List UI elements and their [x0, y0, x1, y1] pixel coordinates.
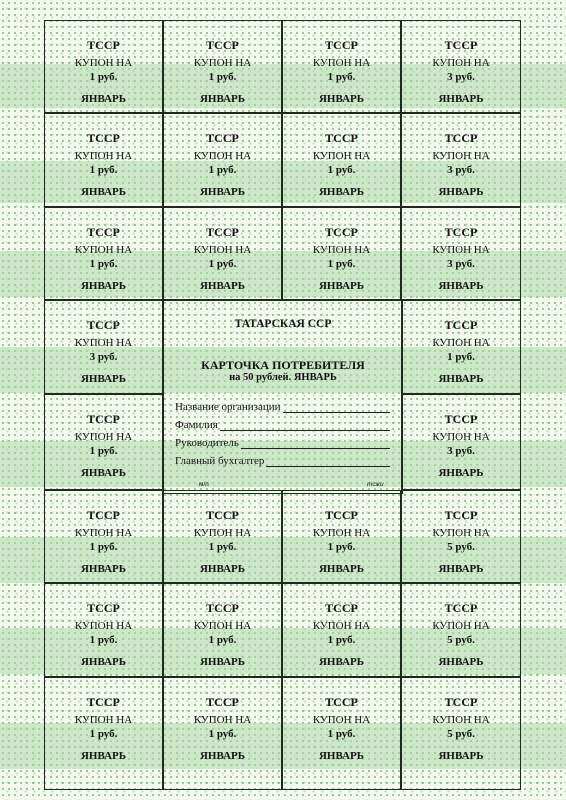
coupon-value: 1 руб. — [89, 634, 118, 646]
coupon — [401, 490, 521, 583]
coupon-value: 1 руб. — [327, 258, 356, 270]
coupon-value: 1 руб. — [89, 164, 118, 176]
card-title: КАРТОЧКА ПОТРЕБИТЕЛЯ — [201, 358, 365, 372]
coupon-label: КУПОН НА — [74, 150, 133, 162]
coupon — [163, 583, 282, 677]
coupon-org: ТССР — [444, 508, 478, 522]
surname-field[interactable] — [175, 419, 390, 431]
coupon-month: ЯНВАРЬ — [80, 563, 127, 575]
coupon-value: 1 руб. — [327, 728, 356, 740]
coupon — [401, 677, 521, 790]
coupon-value: 3 руб. — [447, 71, 475, 83]
coupon-label: КУПОН НА — [74, 620, 133, 632]
coupon-month: ЯНВАРЬ — [80, 656, 127, 668]
coupon-org: ТССР — [325, 508, 358, 522]
coupon-label: КУПОН НА — [74, 337, 133, 349]
coupon-label: КУПОН НА — [432, 337, 490, 349]
coupon-value: 1 руб. — [327, 541, 356, 553]
coupon — [401, 583, 521, 677]
coupon-org: ТССР — [87, 601, 120, 615]
coupon-label: КУПОН НА — [74, 527, 133, 539]
coupon-org: ТССР — [444, 412, 478, 426]
coupon-month: ЯНВАРЬ — [318, 563, 365, 575]
coupon-value: 1 руб. — [89, 445, 118, 457]
coupon-month: ЯНВАРЬ — [199, 563, 246, 575]
coupon-org: ТССР — [444, 695, 478, 709]
coupon-org: ТССР — [206, 508, 239, 522]
coupon — [401, 113, 521, 207]
coupon — [44, 207, 163, 300]
card-subtitle: на 50 рублей. ЯНВАРЬ — [229, 372, 337, 383]
coupon-month: ЯНВАРЬ — [80, 186, 127, 198]
coupon-value: 3 руб. — [447, 164, 475, 176]
coupon-label: КУПОН НА — [74, 244, 133, 256]
coupon-label: КУПОН НА — [193, 244, 252, 256]
coupon-label: КУПОН НА — [432, 714, 490, 726]
coupon-label: КУПОН НА — [432, 620, 490, 632]
coupon-org: ТССР — [325, 38, 358, 52]
coupon-label: КУПОН НА — [432, 244, 490, 256]
coupon-value: 1 руб. — [208, 728, 237, 740]
coupon — [44, 20, 163, 113]
coupon-month: ЯНВАРЬ — [318, 750, 365, 762]
coupon — [401, 207, 521, 300]
coupon-org: ТССР — [87, 318, 120, 332]
coupon-label: КУПОН НА — [74, 431, 133, 443]
coupon-month: ЯНВАРЬ — [80, 467, 127, 479]
coupon-value: 1 руб. — [89, 728, 118, 740]
coupon-label: КУПОН НА — [193, 527, 252, 539]
coupon-label: КУПОН НА — [432, 150, 490, 162]
organization-name-field[interactable] — [175, 401, 390, 413]
coupon-org: ТССР — [444, 601, 478, 615]
chief-accountant-label: Главный бухгалтер — [175, 455, 265, 467]
coupon-value: 3 руб. — [447, 258, 475, 270]
coupon-month: ЯНВАРЬ — [438, 467, 484, 479]
coupon-org: ТССР — [325, 225, 358, 239]
coupon-month: ЯНВАРЬ — [318, 186, 365, 198]
coupon-month: ЯНВАРЬ — [80, 280, 127, 292]
coupon — [282, 490, 401, 583]
coupon — [282, 207, 401, 300]
coupon-org: ТССР — [87, 38, 120, 52]
republic-name: ТАТАРСКАЯ ССР — [234, 318, 332, 330]
coupon-org: ТССР — [206, 695, 239, 709]
coupon-month: ЯНВАРЬ — [80, 93, 127, 105]
coupon-label: КУПОН НА — [193, 620, 252, 632]
coupon-label: КУПОН НА — [74, 714, 133, 726]
coupon-label: КУПОН НА — [432, 57, 490, 69]
coupon-month: ЯНВАРЬ — [199, 93, 246, 105]
coupon-org: ТССР — [444, 131, 478, 145]
coupon — [163, 20, 282, 113]
coupon — [44, 300, 163, 394]
coupon-org: ТССР — [206, 601, 239, 615]
coupon-month: ЯНВАРЬ — [438, 750, 484, 762]
coupon-org: ТССР — [87, 225, 120, 239]
coupon — [163, 207, 282, 300]
coupon-label: КУПОН НА — [312, 620, 371, 632]
coupon-value: 5 руб. — [447, 728, 475, 740]
coupon-month: ЯНВАРЬ — [199, 750, 246, 762]
coupon-month: ЯНВАРЬ — [438, 656, 484, 668]
coupon-org: ТССР — [87, 508, 120, 522]
coupon-month: ЯНВАРЬ — [318, 656, 365, 668]
stamp-place-mark: м/п — [199, 481, 209, 488]
coupon-org: ТССР — [325, 601, 358, 615]
coupon-value: 1 руб. — [208, 164, 237, 176]
coupon-value: 5 руб. — [447, 634, 475, 646]
coupon-org: ТССР — [87, 695, 120, 709]
coupon-month: ЯНВАРЬ — [438, 280, 484, 292]
coupon-value: 1 руб. — [447, 351, 475, 363]
coupon — [401, 20, 521, 113]
coupon-value: 1 руб. — [327, 164, 356, 176]
coupon-label: КУПОН НА — [312, 527, 371, 539]
coupon-label: КУПОН НА — [193, 150, 252, 162]
coupon-org: ТССР — [87, 412, 120, 426]
coupon-value: 3 руб. — [89, 351, 118, 363]
coupon — [282, 677, 401, 790]
coupon — [282, 20, 401, 113]
coupon-month: ЯНВАРЬ — [438, 186, 484, 198]
coupon-value: 1 руб. — [89, 541, 118, 553]
director-label: Руководитель — [175, 437, 239, 449]
coupon-month: ЯНВАРЬ — [438, 373, 484, 385]
director-field[interactable] — [175, 437, 390, 449]
coupon-org: ТССР — [444, 38, 478, 52]
coupon-org: ТССР — [325, 695, 358, 709]
coupon-value: 1 руб. — [208, 541, 237, 553]
coupon — [163, 490, 282, 583]
chief-accountant-field[interactable] — [175, 455, 390, 467]
surname-label: Фамилия — [175, 419, 218, 431]
coupon-org: ТССР — [206, 131, 239, 145]
coupon-value: 1 руб. — [327, 634, 356, 646]
coupon-label: КУПОН НА — [432, 527, 490, 539]
coupon — [44, 113, 163, 207]
coupon-value: 1 руб. — [89, 71, 118, 83]
coupon — [44, 583, 163, 677]
coupon — [44, 490, 163, 583]
coupon-month: ЯНВАРЬ — [199, 186, 246, 198]
coupon-label: КУПОН НА — [312, 57, 371, 69]
coupon-org: ТССР — [87, 131, 120, 145]
coupon-org: ТССР — [325, 131, 358, 145]
coupon-label: КУПОН НА — [193, 714, 252, 726]
coupon-month: ЯНВАРЬ — [199, 280, 246, 292]
coupon-org: ТССР — [444, 225, 478, 239]
coupon-month: ЯНВАРЬ — [80, 373, 127, 385]
coupon-value: 3 руб. — [447, 445, 475, 457]
coupon-value: 1 руб. — [208, 258, 237, 270]
coupon-org: ТССР — [206, 225, 239, 239]
coupon-month: ЯНВАРЬ — [318, 280, 365, 292]
coupon-month: ЯНВАРЬ — [80, 750, 127, 762]
coupon-label: КУПОН НА — [312, 244, 371, 256]
coupon-month: ЯНВАРЬ — [438, 563, 484, 575]
coupon — [163, 677, 282, 790]
coupon-month: ЯНВАРЬ — [318, 93, 365, 105]
coupon-org: ТССР — [444, 318, 478, 332]
coupon-label: КУПОН НА — [193, 57, 252, 69]
coupon-label: КУПОН НА — [312, 150, 371, 162]
coupon-label: КУПОН НА — [432, 431, 490, 443]
coupon-value: 1 руб. — [208, 71, 237, 83]
printer-mark: тсжи — [367, 481, 384, 488]
coupon-value: 1 руб. — [327, 71, 356, 83]
coupon-value: 5 руб. — [447, 541, 475, 553]
coupon-org: ТССР — [206, 38, 239, 52]
coupon — [44, 394, 163, 490]
coupon — [282, 113, 401, 207]
consumer-card-panel — [163, 300, 403, 494]
coupon-month: ЯНВАРЬ — [199, 656, 246, 668]
coupon-month: ЯНВАРЬ — [438, 93, 484, 105]
coupon — [401, 300, 521, 394]
coupon-label: КУПОН НА — [312, 714, 371, 726]
coupon-value: 1 руб. — [89, 258, 118, 270]
coupon — [401, 394, 521, 490]
coupon-grid — [44, 20, 521, 790]
coupon — [44, 677, 163, 790]
coupon-value: 1 руб. — [208, 634, 237, 646]
coupon-label: КУПОН НА — [74, 57, 133, 69]
organization-name-label: Название организации — [175, 401, 281, 413]
coupon — [282, 583, 401, 677]
coupon — [163, 113, 282, 207]
